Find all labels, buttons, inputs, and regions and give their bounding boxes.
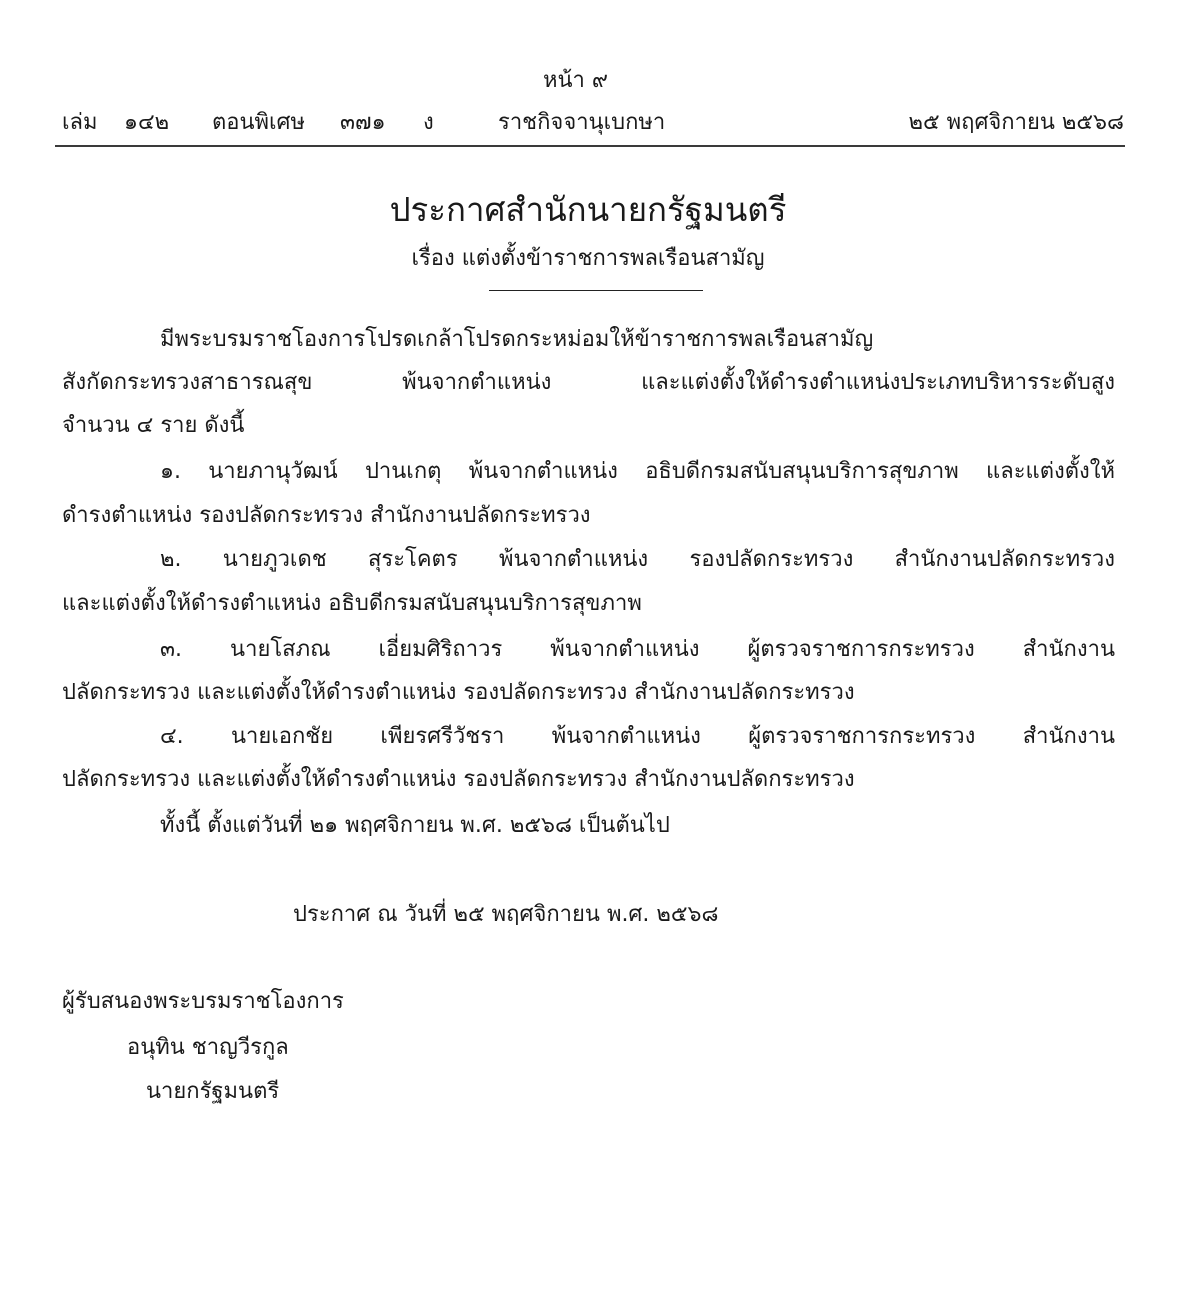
signatory-name: อนุทิน ชาญวีรกูล (127, 1035, 289, 1060)
document-subject: เรื่อง แต่งตั้งข้าราชการพลเรือนสามัญ (411, 246, 765, 271)
page-number: หน้า ๙ (543, 68, 609, 93)
volume-number: ๑๔๒ (124, 110, 170, 135)
header-rule (55, 145, 1125, 147)
item-4-line-2: ปลัดกระทรวง และแต่งตั้งให้ดำรงตำแหน่ง รองปลัดกระทรวง สำนักงานปลัดกระทรวง (62, 767, 855, 792)
announcement-date: ประกาศ ณ วันที่ ๒๕ พฤศจิกายน พ.ศ. ๒๕๖๘ (293, 902, 719, 927)
item-4-line-1: ๔. นายเอกชัย เพียรศรีวัชรา พ้นจากตำแหน่ง ผู้ตรวจราชการกระทรวง สำนักงาน (160, 724, 1115, 749)
intro-line-2: สังกัดกระทรวงสาธารณสุข พ้นจากตำแหน่ง และแต่งตั้งให้ดำรงตำแหน่งประเภทบริหารระดับสูง (62, 370, 1115, 395)
item-3-line-2: ปลัดกระทรวง และแต่งตั้งให้ดำรงตำแหน่ง รองปลัดกระทรวง สำนักงานปลัดกระทรวง (62, 680, 855, 705)
item-1-line-1: ๑. นายภานุวัฒน์ ปานเกตุ พ้นจากตำแหน่ง อธิบดีกรมสนับสนุนบริการสุขภาพ และแต่งตั้งให้ (160, 459, 1115, 484)
item-2-line-2: และแต่งตั้งให้ดำรงตำแหน่ง อธิบดีกรมสนับสนุนบริการสุขภาพ (62, 591, 642, 616)
section-letter: ง (423, 110, 434, 135)
document-title: ประกาศสำนักนายกรัฐมนตรี (389, 190, 787, 229)
intro-line-3: จำนวน ๔ ราย ดังนี้ (62, 413, 245, 438)
section-label: ตอนพิเศษ (212, 110, 306, 135)
volume-label: เล่ม (62, 110, 98, 135)
item-3-line-1: ๓. นายโสภณ เอี่ยมศิริถาวร พ้นจากตำแหน่ง ผู้ตรวจราชการกระทรวง สำนักงาน (160, 637, 1115, 662)
publication-date: ๒๕ พฤศจิกายน ๒๕๖๘ (908, 110, 1124, 135)
countersign-label: ผู้รับสนองพระบรมราชโองการ (62, 989, 344, 1014)
title-divider (489, 290, 703, 291)
section-number: ๓๗๑ (340, 110, 386, 135)
publication-name: ราชกิจจานุเบกษา (498, 110, 666, 135)
item-2-line-1: ๒. นายภูวเดช สุระโคตร พ้นจากตำแหน่ง รองปลัดกระทรวง สำนักงานปลัดกระทรวง (160, 547, 1115, 572)
item-1-line-2: ดำรงตำแหน่ง รองปลัดกระทรวง สำนักงานปลัดกระทรวง (62, 503, 591, 528)
intro-line-1: มีพระบรมราชโองการโปรดเกล้าโปรดกระหม่อมให้ข้าราชการพลเรือนสามัญ (160, 327, 874, 352)
effective-date: ทั้งนี้ ตั้งแต่วันที่ ๒๑ พฤศจิกายน พ.ศ. ๒๕๖๘ เป็นต้นไป (160, 813, 670, 838)
signatory-title: นายกรัฐมนตรี (146, 1079, 280, 1104)
